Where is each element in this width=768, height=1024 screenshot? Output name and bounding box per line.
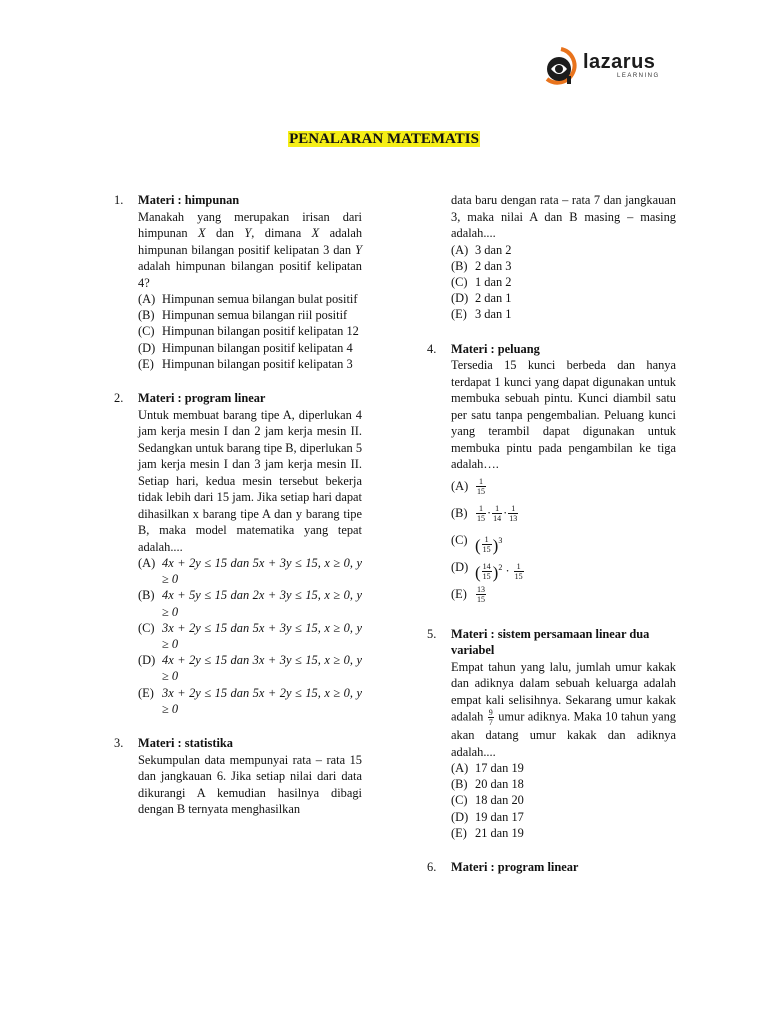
- question-topic: Materi : peluang: [451, 341, 540, 356]
- option-item[interactable]: (E) 3 dan 1: [451, 307, 512, 322]
- option-item[interactable]: (C) 1 dan 2: [451, 274, 512, 289]
- question-stem: Empat tahun yang lalu, jumlah umur kakak dan adiknya dalam sebuah keluarga adalah empat kali selisihnya. Sekarang umur kakak adalah $\frac{9}{7}$ umur adiknya. Maka 10 tahun yang akan datang umur kakak dan adiknya adalah....: [451, 659, 676, 759]
- option-item[interactable]: (E) 3x + 2y ≤ 15 dan 5x + 2y ≤ 15, x ≥ 0, y ≥ 0: [138, 685, 362, 716]
- question-3-continued: [427, 192, 676, 323]
- question-stem: Tersedia 15 kunci berbeda dan hanya terdapat 1 kunci yang dapat digunakan untuk membuka sebuah pintu. Kunci diambil satu per satu tanpa pengembalian. Peluang kunci yang terambil dapat digunakan untuk membuka pintu pada pengambilan ke tiga adalah….: [451, 358, 676, 472]
- option-item[interactable]: (D) 19 dan 17: [451, 809, 524, 824]
- question-3: [114, 735, 362, 818]
- question-number: 2.: [114, 391, 124, 406]
- option-item[interactable]: (B) 2 dan 3: [451, 258, 512, 273]
- option-item[interactable]: (D) ( $\frac{14}{15}$ )$^2$ · $\frac{1}{15}$: [451, 559, 523, 582]
- question-6: [427, 859, 676, 876]
- question-number: 4.: [427, 341, 437, 356]
- option-item[interactable]: (D) 2 dan 1: [451, 291, 512, 306]
- left-column: [114, 192, 362, 818]
- lazarus-logo-icon: [541, 46, 581, 90]
- question-number: 3.: [114, 736, 124, 751]
- question-1: [114, 192, 362, 372]
- option-item[interactable]: (C) ( $\frac{1}{15}$ )$^3$: [451, 532, 503, 555]
- option-item[interactable]: (C) 3x + 2y ≤ 15 dan 5x + 3y ≤ 15, x ≥ 0, y ≥ 0: [138, 620, 362, 652]
- option-item[interactable]: (C) 18 dan 20: [451, 793, 524, 808]
- question-topic: Materi : himpunan: [138, 193, 240, 207]
- brand-logo: [541, 46, 676, 90]
- option-item[interactable]: (E) 21 dan 19: [451, 825, 524, 840]
- option-item[interactable]: (E) $\frac{13}{15}$: [451, 585, 485, 605]
- option-item[interactable]: (A) 4x + 2y ≤ 15 dan 5x + 3y ≤ 15, x ≥ 0, y ≥ 0: [138, 556, 362, 587]
- right-column: [427, 192, 676, 876]
- brand-name: lazarus: [583, 51, 656, 73]
- question-stem: data baru dengan rata – rata 7 dan jangkauan 3, maka nilai A dan B masing – masing adalah....: [451, 193, 676, 240]
- option-item[interactable]: (B) 4x + 5y ≤ 15 dan 2x + 3y ≤ 15, x ≥ 0, y ≥ 0: [138, 588, 362, 619]
- option-item[interactable]: (C) Himpunan bilangan positif kelipatan 12: [138, 324, 359, 339]
- option-list: [427, 473, 676, 608]
- question-topic: Materi : sistem persamaan linear dua variabel: [451, 626, 650, 658]
- option-item[interactable]: (A) Himpunan semua bilangan bulat positif: [138, 292, 358, 306]
- option-item[interactable]: (A) 17 dan 19: [451, 761, 524, 776]
- question-4: [427, 341, 676, 608]
- option-item[interactable]: (B) 20 dan 18: [451, 777, 524, 792]
- question-topic: Materi : program linear: [451, 860, 579, 875]
- option-item[interactable]: (A) $\frac{1}{15}$: [451, 477, 485, 497]
- option-item[interactable]: (D) Himpunan bilangan positif kelipatan 4: [138, 340, 353, 355]
- option-item[interactable]: (D) 4x + 2y ≤ 15 dan 3x + 3y ≤ 15, x ≥ 0, y ≥ 0: [138, 653, 362, 684]
- option-list: [427, 242, 676, 323]
- option-item[interactable]: (E) Himpunan bilangan positif kelipatan 3: [138, 356, 353, 371]
- option-list: [114, 555, 362, 717]
- option-list: [114, 291, 362, 372]
- question-stem: Manakah yang merupakan irisan dari himpunan X dan Y, dimana X adalah himpunan bilangan positif kelipatan 3 dan Y adalah himpunan bilangan positif kelipatan 4?: [138, 209, 363, 290]
- question-2: [114, 390, 362, 717]
- question-number: 1.: [114, 193, 124, 207]
- question-number: 6.: [427, 860, 437, 875]
- option-item[interactable]: (A) 3 dan 2: [451, 242, 512, 257]
- option-list: [427, 760, 676, 841]
- question-stem: Sekumpulan data mempunyai rata – rata 15 dan jangkauan 6. Jika setiap nilai dari data dikurangi A kemudian hasilnya dibagi dengan B ternyata menghasilkan: [138, 752, 362, 817]
- option-item[interactable]: (B) $\frac{1}{15}$ · $\frac{1}{14}$ · $\frac{1}{13}$: [451, 504, 518, 524]
- question-5: [427, 626, 676, 842]
- option-item[interactable]: (B) Himpunan semua bilangan riil positif: [138, 308, 348, 323]
- question-number: 5.: [427, 626, 437, 641]
- brand-tagline: LEARNING: [617, 73, 660, 79]
- question-topic: Materi : statistika: [138, 736, 233, 751]
- page-title: PENALARAN MATEMATIS: [289, 131, 479, 147]
- question-stem: Untuk membuat barang tipe A, diperlukan 4 jam kerja mesin I dan 2 jam kerja mesin II. Sedangkan untuk barang tipe B, diperlukan 5 jam kerja mesin I dan 3 jam kerja mesin II. Setiap hari, kedua mesin tersebut bekerja tidak lebih dari 15 jam. Jika setiap hari dapat dihasilkan x barang tipe A dan y barang tipe B, maka model matematika yang tepat adalah....: [138, 407, 363, 554]
- question-topic: Materi : program linear: [138, 391, 266, 406]
